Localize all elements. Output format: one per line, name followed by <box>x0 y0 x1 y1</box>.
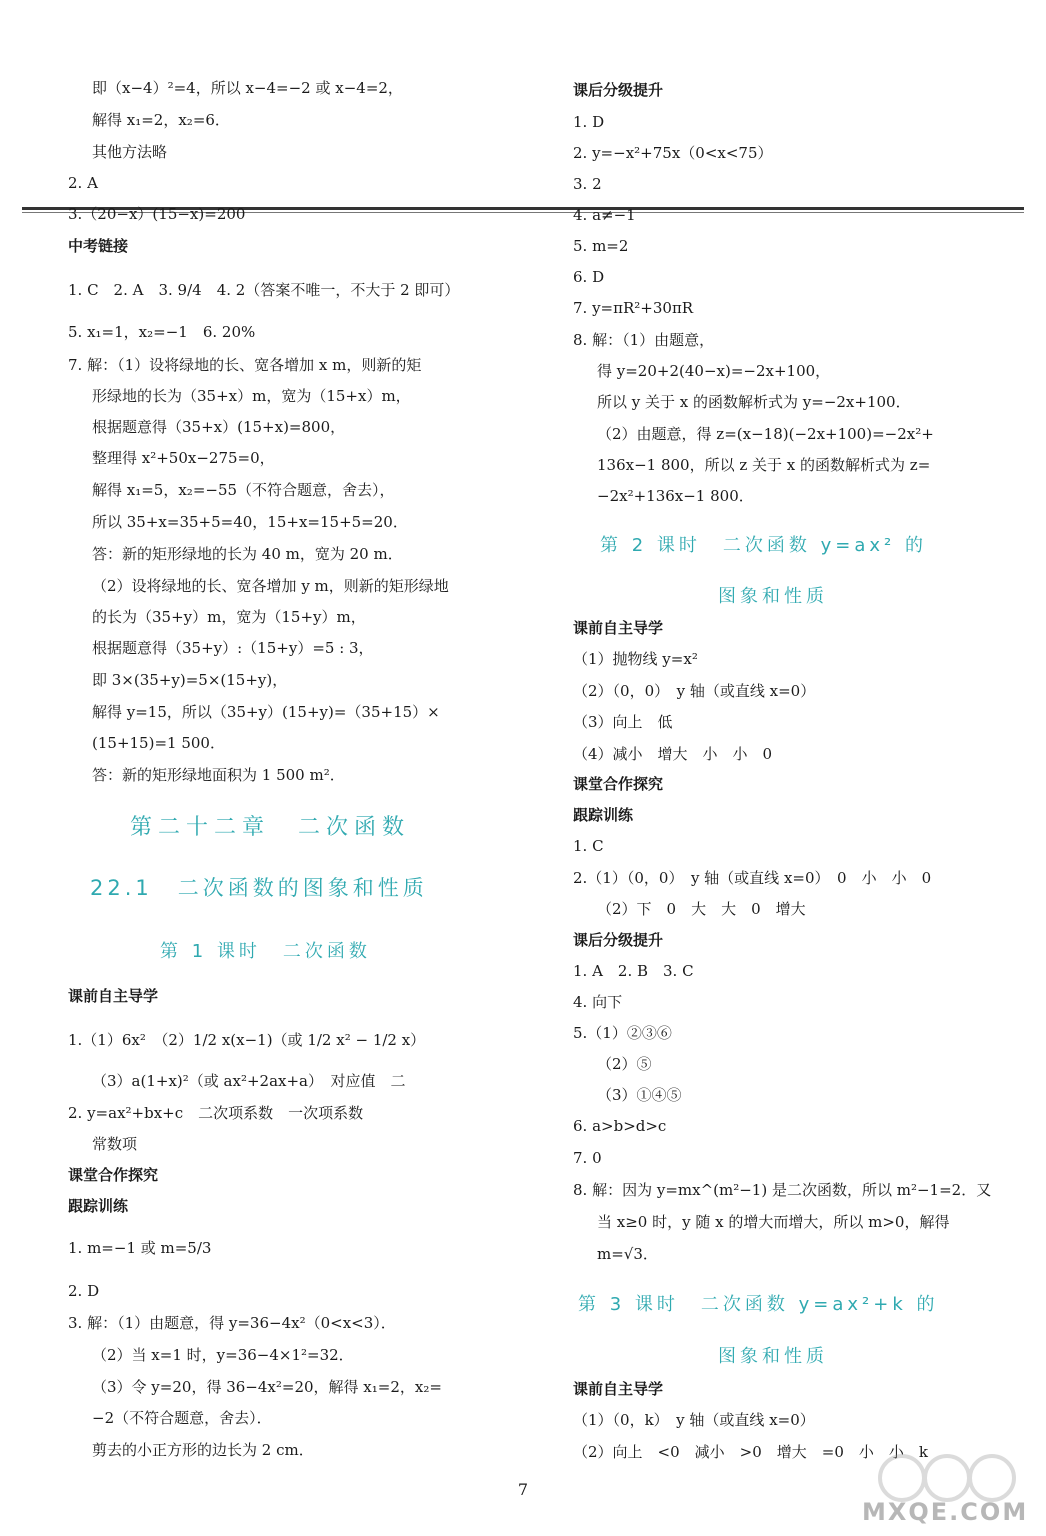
answer-line: 答：新的矩形绿地面积为 1 500 m²． <box>92 766 345 784</box>
answer-line: （4）减小 增大 小 小 0 <box>573 745 773 763</box>
answer-line: 3.（20−x）(15−x)=200 <box>68 205 246 223</box>
answer-line: （1）（0，k） y 轴（或直线 x=0） <box>573 1411 815 1429</box>
answer-line: 2. y=−x²+75x（0<x<75） <box>573 144 773 162</box>
answer-line: 3. 2 <box>573 175 602 193</box>
answer-line: 其他方法略 <box>92 143 168 161</box>
answer-line: −2x²+136x−1 800． <box>597 487 754 505</box>
section-heading: 课堂合作探究 <box>68 1166 159 1184</box>
answer-line: 1. D <box>573 113 605 131</box>
answer-line: 1. m=−1 或 m=5/3 <box>68 1239 212 1257</box>
answer-line: m=√3． <box>597 1245 658 1263</box>
answer-line: 5. m=2 <box>573 237 629 255</box>
answer-line: 形绿地的长为（35+x）m，宽为（15+x）m， <box>92 387 411 405</box>
answer-line: 整理得 x²+50x−275=0， <box>92 449 275 467</box>
answer-line: 5. x₁=1，x₂=−1 6. 20% <box>68 323 256 341</box>
answer-line: （2）当 x=1 时，y=36−4×1²=32． <box>92 1346 354 1364</box>
chapter-title: 第二十二章 二次函数 <box>130 815 411 840</box>
answer-line: 常数项 <box>92 1135 138 1153</box>
answer-line: 根据题意得（35+y）:（15+y）=5 : 3， <box>92 639 374 657</box>
answer-line: 根据题意得（35+x）(15+x)=800， <box>92 418 346 436</box>
answer-line: 剪去的小正方形的边长为 2 cm． <box>92 1441 314 1459</box>
answer-line: 6. a>b>d>c <box>573 1117 667 1135</box>
answer-line: (15+15)=1 500． <box>92 734 225 752</box>
answer-line: 的长为（35+y）m，宽为（15+y）m， <box>92 608 366 626</box>
section-heading: 课前自主导学 <box>573 1380 664 1398</box>
answer-line: 136x−1 800，所以 z 关于 x 的函数解析式为 z= <box>597 456 931 474</box>
answer-line: 8. 解：（1）由题意， <box>573 331 715 349</box>
answer-line: 当 x≥0 时，y 随 x 的增大而增大，所以 m>0，解得 <box>597 1213 950 1231</box>
answer-line: 得 y=20+2(40−x)=−2x+100， <box>597 362 831 380</box>
answer-line: 1. C 2. A 3. 9/4 4. 2（答案不唯一，不大于 2 即可） <box>68 281 460 299</box>
answer-line: （3）①④⑤ <box>597 1086 682 1104</box>
answer-line: 2. y=ax²+bx+c 二次项系数 一次项系数 <box>68 1104 364 1122</box>
answer-line: 所以 y 关于 x 的函数解析式为 y=−2x+100． <box>597 393 911 411</box>
answer-line: 7. 0 <box>573 1149 602 1167</box>
answer-line: 3. 解：（1）由题意，得 y=36−4x²（0<x<3）． <box>68 1314 396 1332</box>
section-heading: 课前自主导学 <box>68 987 159 1005</box>
answer-line: 7. y=πR²+30πR <box>573 299 694 317</box>
answer-line: 8. 解：因为 y=mx^(m²−1) 是二次函数，所以 m²−1=2．又 <box>573 1181 992 1199</box>
answer-line: 1.（1）6x² （2）1/2 x(x−1)（或 1/2 x² − 1/2 x） <box>68 1031 426 1049</box>
answer-line: （2）由题意，得 z=(x−18)(−2x+100)=−2x²+ <box>597 425 934 443</box>
lesson2-title: 第 2 课时 二次函数 y=ax² 的 <box>600 535 927 556</box>
answer-line: （3）向上 低 <box>573 713 673 731</box>
answer-line: 答：新的矩形绿地的长为 40 m，宽为 20 m． <box>92 545 403 563</box>
answer-line: （2）（0，0） y 轴（或直线 x=0） <box>573 682 816 700</box>
lesson3-subtitle: 图象和性质 <box>718 1346 828 1367</box>
answer-line: （2）⑤ <box>597 1055 652 1073</box>
section-heading: 课前自主导学 <box>573 619 664 637</box>
answer-line: 2. A <box>68 174 98 192</box>
answer-line: 解得 x₁=2，x₂=6． <box>92 111 230 129</box>
answer-line: （3）a(1+x)²（或 ax²+2ax+a） 对应值 二 <box>92 1072 406 1090</box>
answer-line: 4. a≠−1 <box>573 206 636 224</box>
answer-line: 6. D <box>573 268 605 286</box>
section-heading: 中考链接 <box>68 237 129 255</box>
answer-line: 5.（1）②③⑥ <box>573 1024 672 1042</box>
answer-line: 解得 y=15，所以（35+y）(15+y)=（35+15）× <box>92 703 440 721</box>
watermark-text: MXQE.COM <box>862 1498 1029 1526</box>
section-heading: 跟踪训练 <box>68 1197 129 1215</box>
lesson3-title: 第 3 课时 二次函数 y=ax²+k 的 <box>578 1294 939 1315</box>
answer-line: 7. 解：（1）设将绿地的长、宽各增加 x m，则新的矩 <box>68 356 422 374</box>
answer-line: 所以 35+x=35+5=40，15+x=15+5=20． <box>92 513 408 531</box>
section-heading: 课后分级提升 <box>573 931 664 949</box>
answer-line: 即（x−4）²=4，所以 x−4=−2 或 x−4=2， <box>92 79 403 97</box>
section-title: 22.1 二次函数的图象和性质 <box>90 876 428 900</box>
section-heading: 跟踪训练 <box>573 806 634 824</box>
answer-line: 即 3×(35+y)=5×(15+y)， <box>92 671 288 689</box>
answer-line: 2. D <box>68 1282 100 1300</box>
answer-line: 4. 向下 <box>573 993 623 1011</box>
answer-line: （1）抛物线 y=x² <box>573 650 698 668</box>
answer-line: 1. C <box>573 837 604 855</box>
answer-line: 解得 x₁=5，x₂=−55（不符合题意，舍去）， <box>92 481 395 499</box>
section-heading: 课堂合作探究 <box>573 775 664 793</box>
section-heading: 课后分级提升 <box>573 81 664 99</box>
lesson1-title: 第 1 课时 二次函数 <box>160 941 371 962</box>
answer-line: （2）设将绿地的长、宽各增加 y m，则新的矩形绿地 <box>92 577 449 595</box>
answer-line: （2）向上 <0 减小 >0 增大 =0 小 小 k <box>573 1443 928 1461</box>
answer-line: （2）下 0 大 大 0 增大 <box>597 900 806 918</box>
answer-line: （3）令 y=20，得 36−4x²=20，解得 x₁=2，x₂= <box>92 1378 442 1396</box>
page-number: 7 <box>517 1480 529 1499</box>
answer-line: 1. A 2. B 3. C <box>573 962 694 980</box>
answer-line: 2.（1）（0，0） y 轴（或直线 x=0） 0 小 小 0 <box>573 869 932 887</box>
answer-line: −2（不符合题意，舍去）． <box>92 1409 272 1427</box>
lesson2-subtitle: 图象和性质 <box>718 586 828 607</box>
